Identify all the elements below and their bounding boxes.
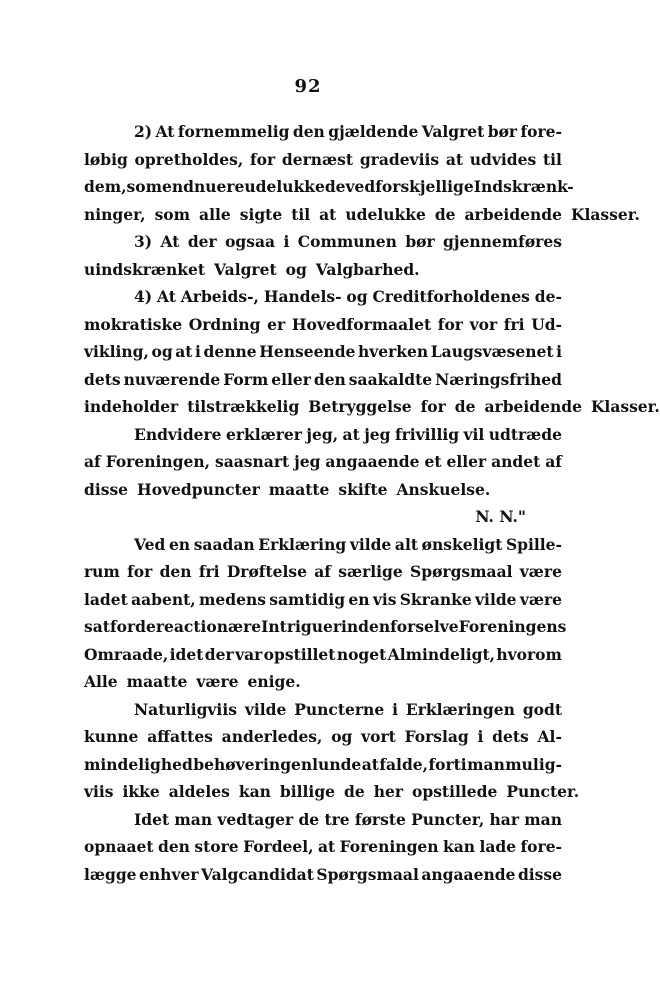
word: 2) xyxy=(134,122,153,141)
word: noget xyxy=(336,644,387,664)
word: Handels- xyxy=(263,287,342,306)
word: at xyxy=(318,837,336,856)
word: dernæst xyxy=(281,149,354,169)
text-line xyxy=(84,228,562,256)
word: Foreningen, xyxy=(105,452,211,471)
word: Erklæringen xyxy=(405,699,515,719)
word: selve xyxy=(415,617,459,636)
word: Communen xyxy=(297,232,397,251)
word: og xyxy=(285,259,307,279)
word: alle xyxy=(199,204,231,224)
word: til xyxy=(291,204,311,224)
word: Klasser. xyxy=(570,204,640,224)
word: ingenlunde xyxy=(263,754,362,774)
word: 3) xyxy=(134,232,153,251)
word: At xyxy=(156,287,176,306)
word: den xyxy=(157,837,190,856)
word: var xyxy=(235,644,263,664)
word: mokratiske xyxy=(84,314,183,334)
word: forti xyxy=(428,754,467,774)
word: som xyxy=(126,177,162,196)
word: at xyxy=(342,424,360,444)
word: maatte xyxy=(268,479,330,499)
word: Almindeligt, xyxy=(387,644,496,664)
word: og xyxy=(151,342,173,361)
word: at xyxy=(361,754,379,774)
word: man xyxy=(174,809,213,829)
text-line xyxy=(84,586,562,614)
word: Drøftelse xyxy=(226,562,307,581)
word: første xyxy=(354,809,406,829)
word: behøver xyxy=(193,754,263,774)
word: bør xyxy=(487,122,518,141)
word: være xyxy=(519,562,562,581)
word: udelukkede xyxy=(244,177,346,196)
word: for xyxy=(109,617,136,636)
word: vis xyxy=(372,589,397,609)
word: vilde xyxy=(244,699,287,719)
word: lægge xyxy=(84,864,137,884)
text-line xyxy=(84,421,562,449)
word: der xyxy=(187,232,217,251)
word: medens xyxy=(199,589,266,609)
word: vedtager xyxy=(217,809,294,829)
word: alt xyxy=(394,534,419,554)
word: af xyxy=(84,452,101,471)
word: eller xyxy=(271,369,311,389)
word: angaaende xyxy=(421,864,516,884)
word: disse xyxy=(517,864,562,884)
word: Alle xyxy=(84,672,118,691)
word: Valgbarhed. xyxy=(315,259,420,279)
word: Endvidere xyxy=(134,424,222,444)
word: maatte xyxy=(126,672,188,691)
word: Intriguer xyxy=(261,617,342,636)
word: Valgret xyxy=(421,122,485,141)
word: Fordeel, xyxy=(243,837,314,856)
text-line xyxy=(84,723,562,751)
word: ere xyxy=(216,177,245,196)
word: kunne xyxy=(84,727,139,746)
word: frivillig xyxy=(394,424,460,444)
text-line xyxy=(84,118,562,146)
word: de xyxy=(454,397,476,416)
text-line xyxy=(84,861,562,889)
text-line xyxy=(84,641,562,669)
word: her xyxy=(373,782,404,801)
word: Erklæring xyxy=(258,534,347,554)
word: Foreningen xyxy=(339,837,439,856)
word: denne xyxy=(203,342,257,361)
text-line xyxy=(84,201,640,229)
word: fornemmelig xyxy=(177,122,290,141)
word: ikke xyxy=(122,782,160,801)
text-line xyxy=(84,613,567,641)
word: være xyxy=(196,672,239,691)
word: gjældende xyxy=(328,122,419,141)
word: og xyxy=(331,727,353,746)
word: fore- xyxy=(520,837,562,856)
word: endnu xyxy=(161,177,217,196)
word: store xyxy=(194,837,239,856)
word: hverken xyxy=(357,342,429,361)
word: Næringsfrihed xyxy=(435,369,562,389)
word: den xyxy=(159,562,192,581)
word: i xyxy=(195,342,201,361)
word: at xyxy=(445,149,464,169)
word: tre xyxy=(324,809,350,829)
word: 4) xyxy=(134,287,153,306)
word: Laugsvæsenet xyxy=(430,342,554,361)
word: i xyxy=(477,727,484,746)
word: de xyxy=(434,204,456,224)
text-line xyxy=(84,146,562,174)
word: gjennemføres xyxy=(443,232,562,251)
word: godt xyxy=(522,699,562,719)
word: Creditforholdenes xyxy=(372,287,530,306)
text-line xyxy=(84,173,574,201)
word: Anskuelse. xyxy=(396,479,491,499)
word: udelukke xyxy=(345,204,426,224)
word: særlige xyxy=(338,562,403,581)
word: en xyxy=(348,589,370,609)
word: mulig- xyxy=(505,754,562,774)
word: Hovedpuncter xyxy=(137,479,260,499)
word: saakaldte xyxy=(348,369,433,389)
word: vor xyxy=(469,314,498,334)
word: At xyxy=(155,122,175,141)
word: løbig xyxy=(84,149,128,169)
word: rum xyxy=(84,562,120,581)
word: ønskeligt xyxy=(421,534,503,554)
word: Puncterne xyxy=(294,699,385,719)
word: affattes xyxy=(147,727,213,746)
text-line xyxy=(84,366,562,394)
word: opstillet xyxy=(263,644,336,664)
word: Valgret xyxy=(214,259,277,279)
word: At xyxy=(160,232,180,251)
word: angaaende xyxy=(325,452,420,471)
text-line xyxy=(84,311,562,339)
word: Al- xyxy=(537,727,562,746)
word: kan xyxy=(238,782,271,801)
word: de xyxy=(135,617,156,636)
word: Omraade, xyxy=(84,644,169,664)
word: viis xyxy=(84,782,114,801)
word: er xyxy=(267,314,286,334)
word: lade xyxy=(479,837,517,856)
word: arbeidende xyxy=(464,204,562,224)
word: udvides xyxy=(469,149,537,169)
word: saasnart xyxy=(214,452,290,471)
word: de xyxy=(344,782,365,801)
signature: N. N." xyxy=(475,507,526,526)
word: Hovedformaalet xyxy=(291,314,432,334)
word: ladet xyxy=(84,589,128,609)
word: ved xyxy=(345,177,376,196)
text-line xyxy=(84,283,562,311)
text-line xyxy=(84,696,562,724)
text-line xyxy=(84,503,562,531)
word: opstillede xyxy=(412,782,498,801)
word: vort xyxy=(361,727,396,746)
word: af xyxy=(545,452,562,471)
word: indeholder xyxy=(84,397,179,416)
word: Indskrænk- xyxy=(473,177,574,196)
text-line xyxy=(84,338,562,366)
text-line xyxy=(84,476,562,504)
word: de xyxy=(298,809,320,829)
word: Arbeids-, xyxy=(180,287,259,306)
word: og xyxy=(346,287,368,306)
word: falde, xyxy=(379,754,429,774)
text-line xyxy=(84,558,562,586)
word: samtidig xyxy=(269,589,346,609)
word: Skranke xyxy=(399,589,472,609)
word: Forslag xyxy=(404,727,469,746)
word: nuværende xyxy=(123,369,221,389)
word: ogsaa xyxy=(225,232,276,251)
word: for xyxy=(420,397,446,416)
page-number: 92 xyxy=(294,76,322,97)
word: fore- xyxy=(520,122,562,141)
word: Klasser. xyxy=(590,397,660,416)
word: kan xyxy=(442,837,476,856)
word: Henseende xyxy=(259,342,356,361)
word: opretholdes, xyxy=(134,149,244,169)
word: Spille- xyxy=(505,534,562,554)
word: en xyxy=(168,534,191,554)
word: af xyxy=(314,562,331,581)
word: dets xyxy=(84,369,121,389)
body-text xyxy=(84,118,660,888)
word: billige xyxy=(279,782,336,801)
word: erklærer xyxy=(225,424,302,444)
word: reactionære xyxy=(155,617,262,636)
word: for xyxy=(249,149,276,169)
word: aabent, xyxy=(131,589,196,609)
word: anderledes, xyxy=(221,727,323,746)
word: gradeviis xyxy=(359,149,440,169)
word: man xyxy=(524,809,562,829)
word: skifte xyxy=(338,479,388,499)
word: Foreningens xyxy=(458,617,567,636)
word: disse xyxy=(84,479,129,499)
word: fri xyxy=(198,562,220,581)
word: jeg xyxy=(294,452,321,471)
word: forskjellige xyxy=(375,177,474,196)
word: for xyxy=(127,562,153,581)
word: i xyxy=(556,342,562,361)
word: til xyxy=(542,149,562,169)
word: sigte xyxy=(239,204,283,224)
word: man xyxy=(467,754,505,774)
word: saadan xyxy=(193,534,255,554)
word: aldeles xyxy=(168,782,230,801)
word: bør xyxy=(405,232,435,251)
word: Idet xyxy=(134,809,170,829)
word: vil xyxy=(463,424,485,444)
word: Puncter. xyxy=(506,782,580,801)
word: dets xyxy=(492,727,529,746)
word: Puncter, xyxy=(411,809,485,829)
word: der xyxy=(204,644,234,664)
word: for xyxy=(437,314,463,334)
text-line xyxy=(84,806,562,834)
word: andet xyxy=(491,452,541,471)
word: Spørgsmaal xyxy=(316,864,419,884)
word: mindelighed xyxy=(84,754,193,774)
word: ninger, xyxy=(84,204,146,224)
word: sat xyxy=(84,617,110,636)
word: Spørgsmaal xyxy=(410,562,513,581)
word: den xyxy=(292,122,325,141)
word: udtræde xyxy=(488,424,562,444)
text-line xyxy=(84,833,562,861)
word: vilde xyxy=(349,534,392,554)
word: fri xyxy=(503,314,525,334)
word: Valgcandidat xyxy=(200,864,314,884)
word: enhver xyxy=(139,864,199,884)
word: Ud- xyxy=(531,314,562,334)
word: Ordning xyxy=(188,314,261,334)
word: Naturligviis xyxy=(134,699,237,719)
word: i xyxy=(283,232,290,251)
text-line xyxy=(84,751,562,779)
word: opnaaet xyxy=(84,837,154,856)
word: tilstrækkelig xyxy=(187,397,300,416)
word: jeg xyxy=(364,424,391,444)
text-line xyxy=(84,256,562,284)
text-line xyxy=(84,531,562,559)
word: at xyxy=(175,342,193,361)
word: vikling, xyxy=(84,342,149,361)
word: at xyxy=(319,204,337,224)
word: som xyxy=(154,204,191,224)
word: indenfor xyxy=(341,617,416,636)
word: uindskrænket xyxy=(84,259,206,279)
word: de- xyxy=(534,287,562,306)
word: eller xyxy=(446,452,487,471)
word: den xyxy=(313,369,346,389)
word: Betryggelse xyxy=(308,397,412,416)
text-line xyxy=(84,393,660,421)
word: jeg, xyxy=(306,424,339,444)
word: i xyxy=(392,699,398,719)
word: Form xyxy=(223,369,269,389)
word: hvorom xyxy=(496,644,562,664)
word: har xyxy=(489,809,519,829)
text-line xyxy=(84,448,562,476)
word: enige. xyxy=(247,672,301,691)
word: dem, xyxy=(84,177,127,196)
word: et xyxy=(424,452,442,471)
word: vilde xyxy=(475,589,517,609)
word: idet xyxy=(169,644,204,664)
word: arbeidende xyxy=(484,397,582,416)
text-line xyxy=(84,778,580,806)
word: Ved xyxy=(134,534,166,554)
word: være xyxy=(519,589,562,609)
text-line xyxy=(84,668,562,696)
